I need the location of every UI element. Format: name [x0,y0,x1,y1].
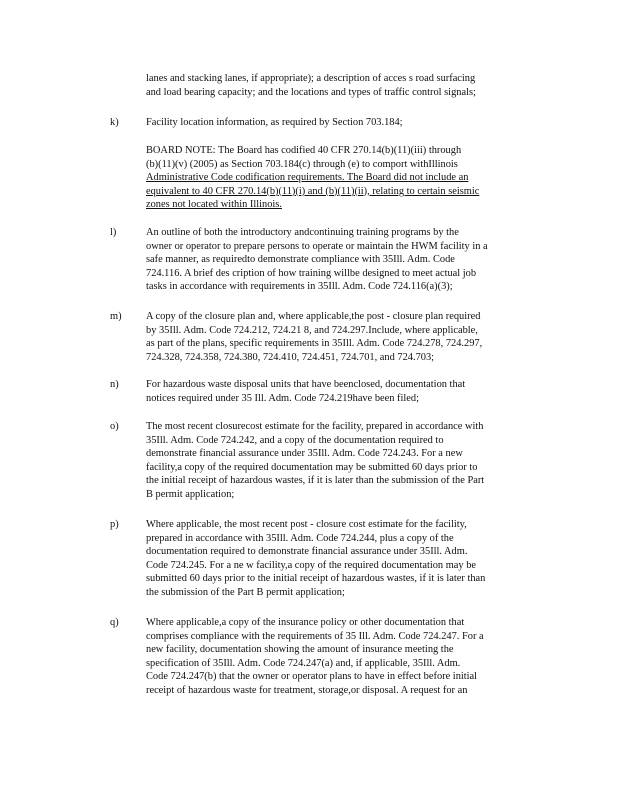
text-line: and load bearing capacity; and the locations and types of traffic control signals; [146,86,476,98]
underlined-line: zones not located within Illinois. [146,199,282,211]
item-label-o: o) [110,421,119,432]
item-p-text [146,518,542,600]
item-label-q: q) [110,617,119,628]
text-line: 724.328, 724.358, 724.380, 724.410, 724.451, 724.701, and 724.703; [146,351,435,363]
text-line: Code 724.245. For a ne w facility,a copy of the required documentation may be [146,559,476,571]
text-line: The most recent closurecost estimate for the facility, prepared in accordance with [146,421,484,432]
text-line: BOARD NOTE: The Board has codified 40 CFR 270.14(b)(11)(iii) through [146,145,462,156]
text-line: (b)(11)(v) (2005) as Section 703.184(c) through (e) to comport withIllinois [146,158,458,170]
text-line: An outline of both the introductory andcontinuing training programs by the [146,227,459,238]
text-line: Code 724.247(b) that the owner or operator plans to have in effect before initial [146,671,478,683]
text-line: B permit application; [146,488,235,500]
text-line: notices required under 35 Ill. Adm. Code 724.219have been filed; [146,392,419,404]
item-label-k: k) [110,117,119,128]
text-line: the initial receipt of hazardous wastes, if it is later than the submission of the Part [146,475,485,487]
item-k-text [146,116,542,130]
item-q-text [146,616,542,698]
item-l-text [146,226,542,294]
board-note [146,144,542,212]
text-line: facility,a copy of the required documentation may be submitted 60 days prior to [146,461,478,473]
intro-paragraph [146,72,542,99]
item-o-text [146,420,542,502]
text-line: specification of 35Ill. Adm. Code 724.247(a) and, if applicable, 35Ill. Adm. [146,657,461,669]
item-n-text [146,378,542,405]
text-line: as part of the plans, specific requirements in 35Ill. Adm. Code 724.278, 724.297, [146,338,483,350]
underlined-line: Administrative Code codification requirements. The Board did not include an [146,172,469,184]
text-line: safe manner, as requiredto demonstrate compliance with 35Ill. Adm. Code [146,254,455,266]
text-line: Where applicable,a copy of the insurance policy or other documentation that [146,617,465,628]
item-m-text [146,310,542,364]
text-line: 724.116. A brief des cription of how training willbe designed to meet actual job [146,267,477,279]
item-label-n: n) [110,379,119,390]
text-line: lanes and stacking lanes, if appropriate); a description of acces s road surfacing [146,73,476,84]
text-line: submitted 60 days prior to the initial receipt of hazardous wastes, if it is later than [146,573,486,585]
text-line: receipt of hazardous waste for treatment, storage,or disposal. A request for an [146,684,468,696]
item-label-m: m) [110,311,122,322]
text-line: A copy of the closure plan and, where applicable,the post - closure plan required [146,311,481,322]
item-label-l: l) [110,227,117,238]
text-line: For hazardous waste disposal units that have beenclosed, documentation that [146,379,466,390]
text-line: owner or operator to prepare persons to operate or maintain the HWM facility in a [146,240,488,252]
text-line: new facility, documentation showing the amount of insurance meeting the [146,644,454,656]
text-line: documentation required to demonstrate financial assurance under 35Ill. Adm. [146,546,468,558]
text-line: demonstrate financial assurance under 35Ill. Adm. Code 724.243. For a new [146,448,463,460]
text-line: Where applicable, the most recent post - closure cost estimate for the facility, [146,519,467,530]
item-label-p: p) [110,519,119,530]
text-line: by 35Ill. Adm. Code 724.212, 724.21 8, and 724.297.Include, where applicable, [146,324,478,336]
text-line: Facility location information, as required by Section 703.184; [146,117,403,128]
underlined-line: equivalent to 40 CFR 270.14(b)(11)(i) and (b)(11)(ii), relating to certain seismic [146,185,480,197]
text-line: the submission of the Part B permit application; [146,586,345,598]
text-line: prepared in accordance with 35Ill. Adm. Code 724.244, plus a copy of the [146,532,454,544]
text-line: tasks in accordance with requirements in 35Ill. Adm. Code 724.116(a)(3); [146,281,453,293]
text-line: comprises compliance with the requirements of 35 Ill. Adm. Code 724.247. For a [146,630,484,642]
text-line: 35Ill. Adm. Code 724.242, and a copy of the documentation required to [146,434,444,446]
